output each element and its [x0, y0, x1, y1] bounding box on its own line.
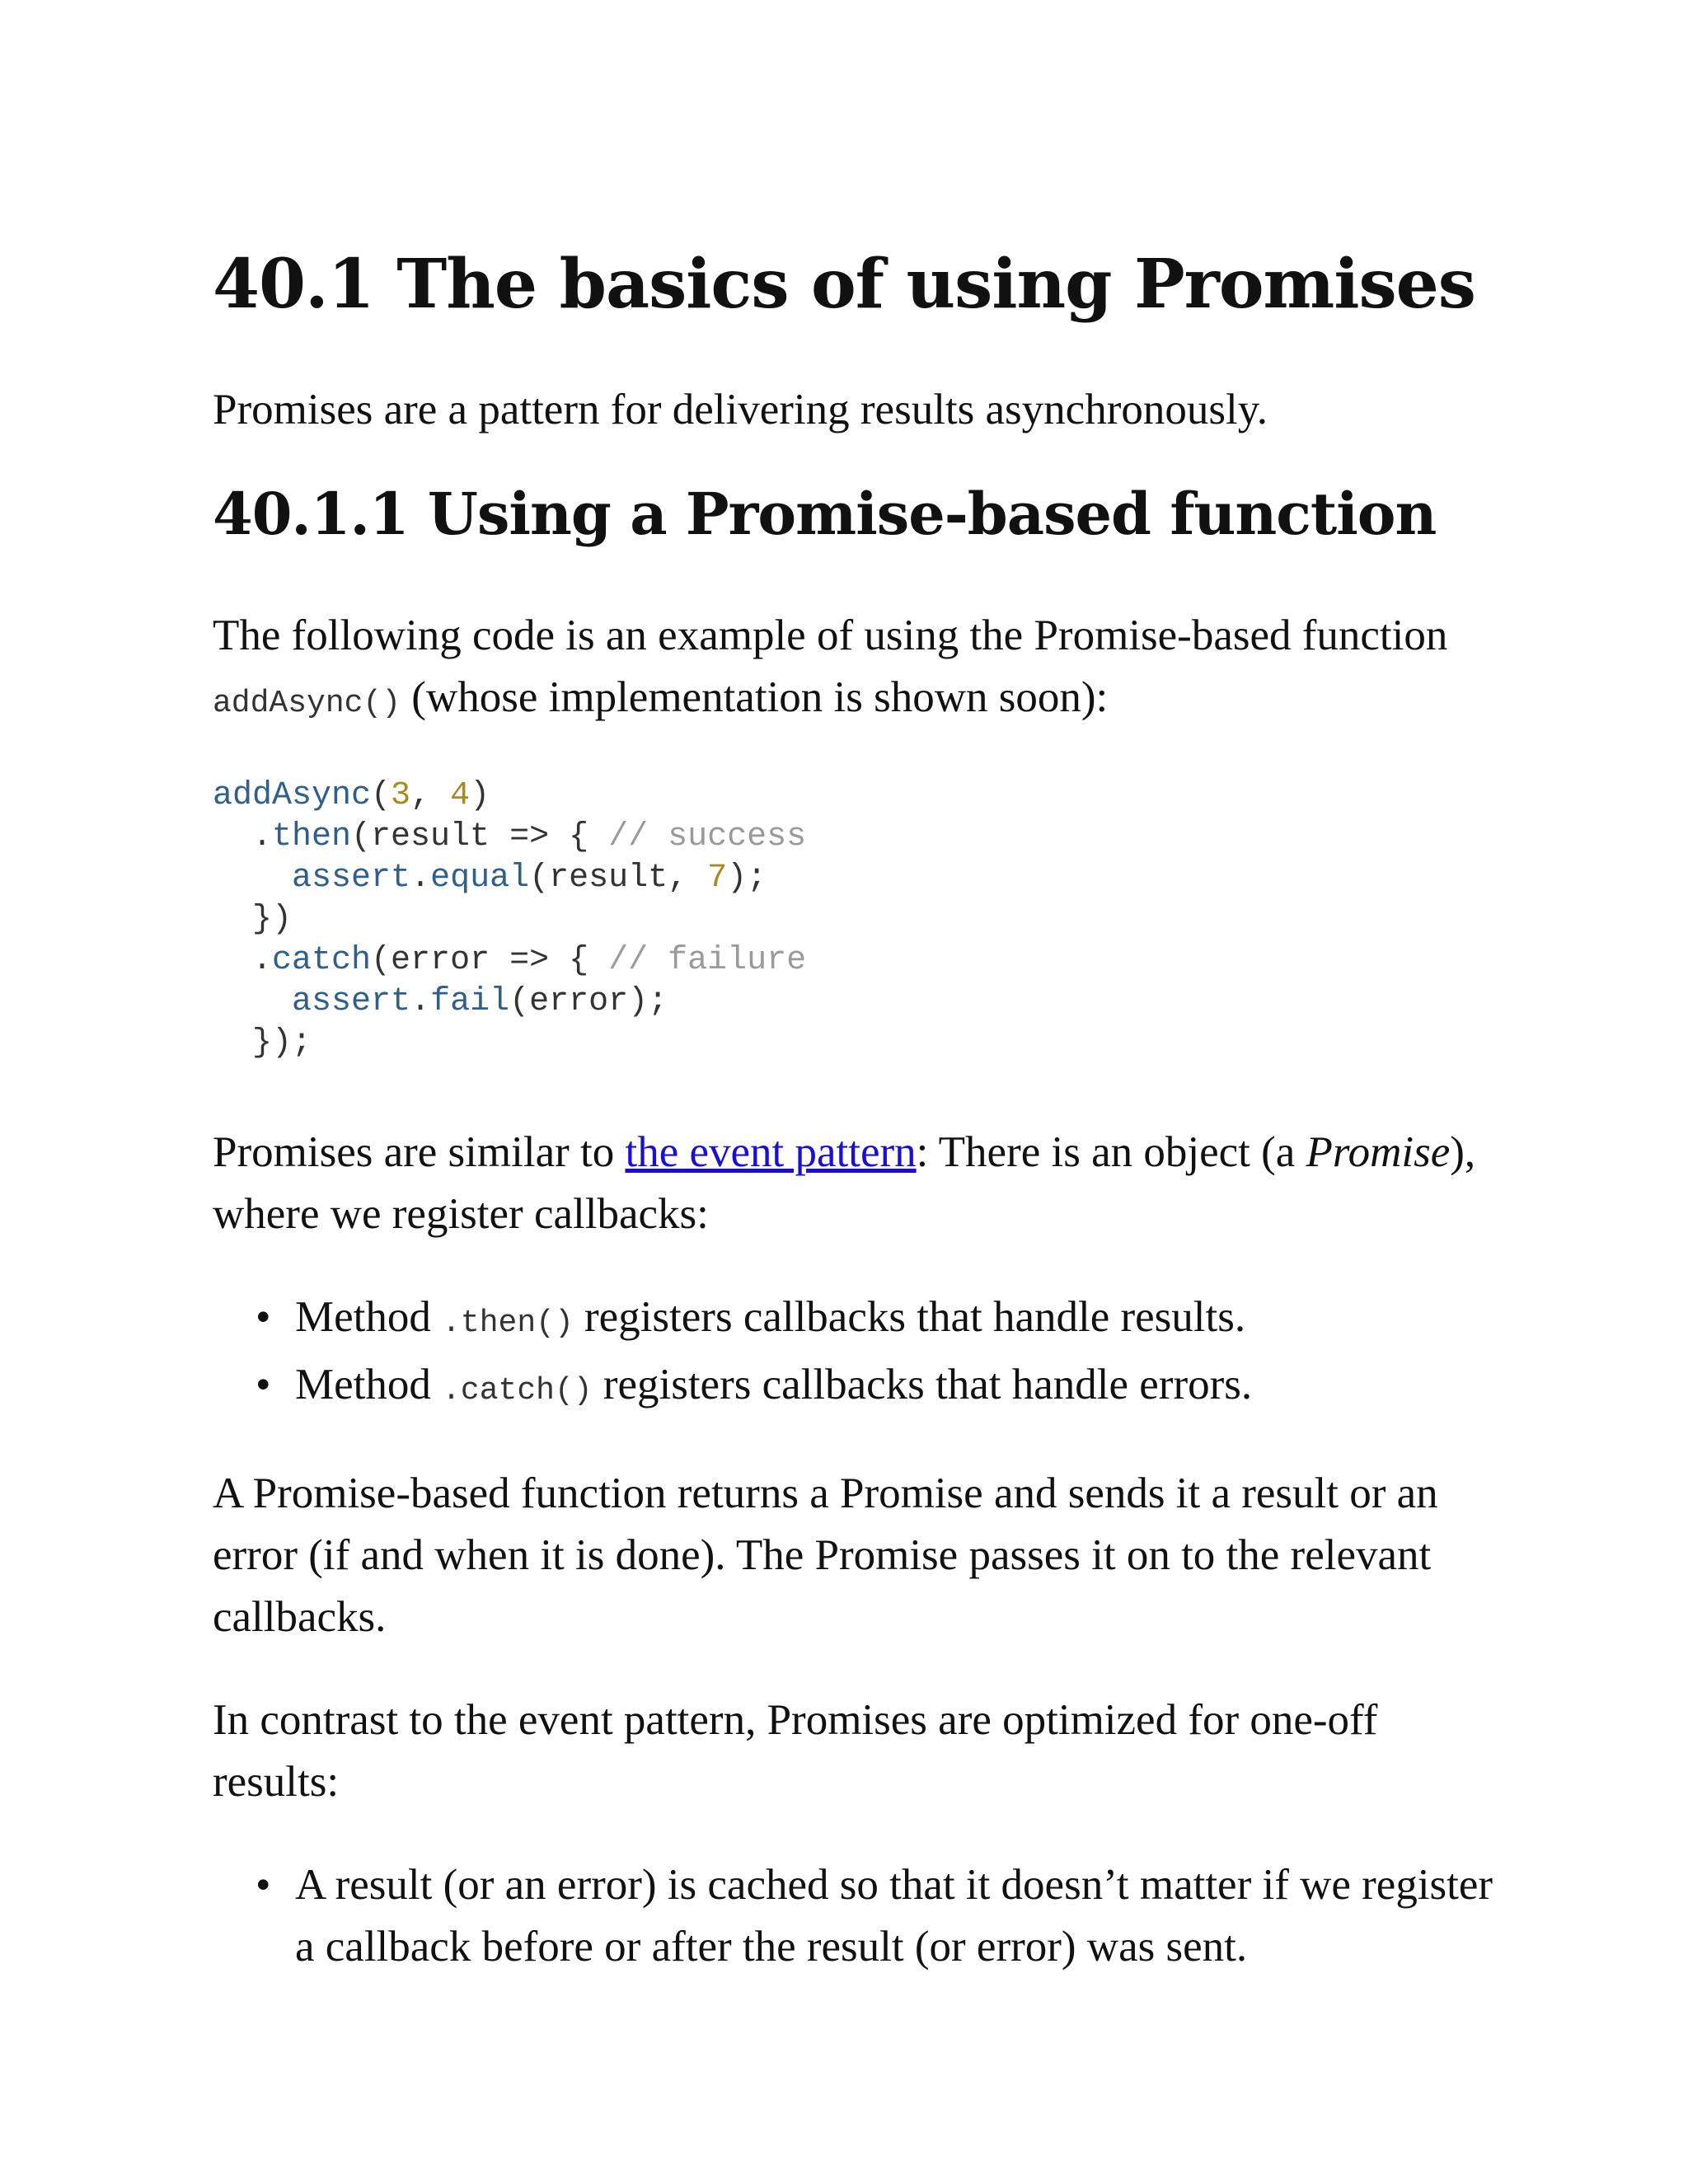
code-token: (	[371, 777, 392, 815]
inline-code: addAsync()	[213, 686, 401, 722]
code-intro-paragraph	[213, 605, 1498, 734]
inline-code: .then()	[442, 1305, 574, 1342]
text-span: Method	[295, 1361, 443, 1409]
text-span: Promises are similar to	[213, 1128, 626, 1177]
subsection-heading: 40.1.1 Using a Promise-based function	[213, 480, 1437, 549]
code-block	[213, 776, 1498, 1064]
one-off-results-list	[213, 1854, 1498, 1978]
text-span: A result (or an error) is cached so that it doesn’t matter if we register a callback before or after the result (or error) was sent.	[295, 1861, 1493, 1971]
code-token: assert	[292, 983, 411, 1021]
list-item	[256, 1286, 1498, 1354]
bullet-icon: •	[256, 1293, 271, 1342]
code-token: addAsync	[213, 777, 372, 815]
page-content	[213, 247, 1498, 2019]
code-token: })	[213, 901, 293, 939]
text-span: registers callbacks that handle errors.	[592, 1361, 1253, 1409]
text-span: Method	[295, 1293, 443, 1342]
code-token	[213, 860, 292, 897]
text-span: : There is an object (a	[916, 1128, 1306, 1177]
list-item	[256, 1354, 1498, 1422]
code-token: catch	[272, 942, 372, 980]
code-token: 3	[391, 777, 411, 815]
text-span: (whose implementation is shown soon):	[401, 673, 1109, 722]
promise-description-paragraph	[213, 1122, 1498, 1245]
emphasis: Promise	[1306, 1128, 1451, 1177]
event-pattern-link[interactable]: the event pattern	[625, 1128, 917, 1177]
code-token: (result,	[529, 860, 708, 898]
code-token: fail	[430, 983, 510, 1021]
code-token	[213, 983, 292, 1020]
code-token: equal	[430, 860, 530, 898]
list-item	[256, 1854, 1498, 1978]
text-span: ), where we register callbacks:	[213, 1128, 1476, 1239]
code-comment: // success	[608, 818, 807, 856]
promise-function-paragraph: A Promise-based function returns a Promise and sends it a result or an error (if and when it is done). The Promise passes it on to the relevant callbacks.	[213, 1469, 1438, 1642]
code-comment: // failure	[608, 942, 807, 980]
code-token: (result => {	[351, 818, 609, 856]
bullet-icon: •	[256, 1861, 271, 1910]
contrast-paragraph: In contrast to the event pattern, Promises are optimized for one-off results:	[213, 1696, 1378, 1807]
code-token: .	[410, 983, 431, 1021]
code-token: then	[272, 818, 352, 856]
intro-paragraph: Promises are a pattern for delivering results asynchronously.	[213, 386, 1268, 434]
code-token: ,	[410, 777, 451, 815]
code-token: .	[410, 860, 431, 898]
code-token: 4	[450, 777, 471, 815]
code-token: assert	[292, 860, 411, 898]
inline-code: .catch()	[442, 1373, 593, 1409]
section-heading: 40.1 The basics of using Promises	[213, 245, 1475, 324]
text-span: registers callbacks that handle results.	[573, 1293, 1246, 1342]
text-span: The following code is an example of using the Promise-based function	[213, 612, 1448, 660]
code-token: });	[213, 1024, 312, 1062]
code-token: .	[213, 818, 273, 856]
bullet-icon: •	[256, 1361, 271, 1409]
callback-methods-list	[213, 1286, 1498, 1422]
code-token: (error => {	[371, 942, 609, 980]
code-token: .	[213, 942, 273, 980]
code-token: (error);	[509, 983, 668, 1021]
code-token: 7	[707, 860, 728, 898]
code-token: )	[470, 777, 490, 815]
code-token: );	[727, 860, 767, 898]
